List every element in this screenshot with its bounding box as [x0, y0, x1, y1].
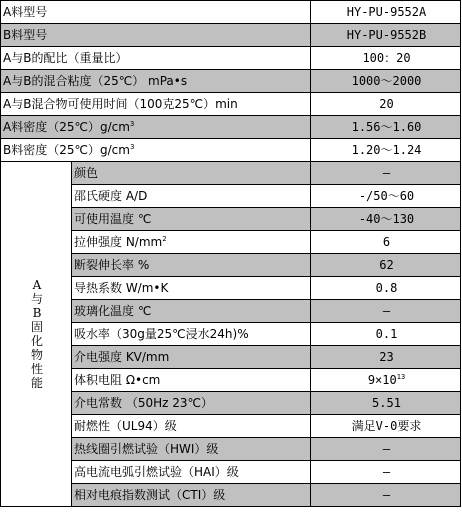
- spec-table-body: [1, 1, 461, 507]
- cell-text: —: [382, 304, 391, 318]
- group-label-char: 性: [30, 362, 43, 376]
- table-row: [1, 162, 461, 185]
- cell-text: 热线圈引燃试验（HWI）级: [74, 442, 219, 456]
- property-value: [311, 162, 461, 185]
- table-row: [1, 47, 461, 70]
- property-value: [311, 369, 461, 392]
- table-row: [1, 24, 461, 47]
- cell-text: —: [382, 166, 391, 180]
- group-label-char: A: [32, 278, 42, 292]
- cell-text: 介电常数 （50Hz 23℃）: [74, 396, 213, 410]
- property-label: [1, 70, 311, 93]
- property-label: [72, 277, 311, 300]
- table-row: [1, 139, 461, 162]
- property-label: [1, 139, 311, 162]
- property-value: [311, 254, 461, 277]
- property-label: [72, 346, 311, 369]
- cell-text: 耐燃性（UL94）级: [74, 419, 177, 433]
- table-row: [1, 116, 461, 139]
- cell-text: A与B混合物可使用时间（100克25℃）min: [3, 97, 238, 111]
- group-label-char: 化: [30, 334, 43, 348]
- table-row: [1, 70, 461, 93]
- property-label: [72, 231, 311, 254]
- property-label: [72, 392, 311, 415]
- cell-text: 邵氏硬度 A/D: [74, 189, 148, 203]
- cell-text: 满足V-0要求: [351, 419, 422, 433]
- group-label-char: 与: [30, 292, 43, 306]
- property-value: [311, 346, 461, 369]
- cell-text: B料密度（25℃）g/cm: [3, 143, 130, 157]
- cured-properties-group-label: [1, 162, 72, 507]
- property-label: [72, 162, 311, 185]
- cell-text: 介电强度 KV/mm: [74, 350, 170, 364]
- property-value: [311, 323, 461, 346]
- property-value: [311, 392, 461, 415]
- property-label: [1, 24, 311, 47]
- property-label: [1, 116, 311, 139]
- cell-text: B料型号: [3, 28, 48, 42]
- cell-text: 体积电阻 Ω•cm: [74, 373, 161, 387]
- property-value: 1000～2000: [311, 70, 461, 93]
- cell-text: 可使用温度 ℃: [74, 212, 152, 226]
- property-label: [1, 1, 311, 24]
- property-label: [1, 47, 311, 70]
- cell-text: A与B的配比（重量比）: [3, 51, 128, 65]
- table-row: [1, 93, 461, 116]
- property-label: [72, 254, 311, 277]
- property-label: [72, 438, 311, 461]
- cell-text: 拉伸强度 N/mm: [74, 235, 163, 249]
- property-label: [72, 185, 311, 208]
- property-value: [311, 484, 461, 507]
- property-value: [311, 277, 461, 300]
- cell-text: A料密度（25℃）g/cm: [3, 120, 130, 134]
- cell-text: 导热系数 W/m•K: [74, 281, 169, 295]
- property-value: HY-PU-9552B: [311, 24, 461, 47]
- property-value: HY-PU-9552A: [311, 1, 461, 24]
- cell-text: A与B的混合粘度（25℃） mPa•s: [3, 74, 188, 88]
- property-label: [72, 323, 311, 346]
- table-row: [1, 1, 461, 24]
- superscript-exponent: 13: [396, 373, 406, 381]
- cell-text: 23: [379, 350, 394, 364]
- group-label-char: 能: [30, 376, 43, 390]
- cell-text: 玻璃化温度 ℃: [74, 304, 152, 318]
- property-label: [72, 461, 311, 484]
- cell-text: -40～130: [358, 212, 415, 226]
- property-value: 100：20: [311, 47, 461, 70]
- cell-text: 相对电痕指数测试（CTI）级: [74, 488, 226, 502]
- property-label: [1, 93, 311, 116]
- property-value: [311, 415, 461, 438]
- cell-text: —: [382, 442, 391, 456]
- cell-text: 9×10: [367, 373, 397, 387]
- cell-text: 高电流电弧引燃试验（HAI）级: [74, 465, 239, 479]
- cell-text: -/50～60: [358, 189, 415, 203]
- cell-text: —: [382, 465, 391, 479]
- property-value: 1.56～1.60: [311, 116, 461, 139]
- property-value: [311, 300, 461, 323]
- property-label: [72, 369, 311, 392]
- cell-text: 断裂伸长率 %: [74, 258, 150, 272]
- cell-text: —: [382, 488, 391, 502]
- cell-text: A料型号: [3, 5, 48, 19]
- cell-text: 5.51: [372, 396, 401, 410]
- property-value: 20: [311, 93, 461, 116]
- property-value: [311, 185, 461, 208]
- superscript-exponent: 3: [129, 120, 135, 128]
- superscript-exponent: 2: [162, 235, 167, 243]
- property-value: [311, 208, 461, 231]
- cell-text: 0.8: [375, 281, 398, 295]
- property-label: [72, 300, 311, 323]
- group-label-char: 固: [30, 320, 43, 334]
- property-value: [311, 438, 461, 461]
- cell-text: 62: [379, 258, 394, 272]
- property-label: [72, 208, 311, 231]
- superscript-exponent: 3: [129, 143, 135, 151]
- property-value: [311, 231, 461, 254]
- cell-text: 0.1: [375, 327, 398, 341]
- property-label: [72, 484, 311, 507]
- cell-text: 6: [382, 235, 391, 249]
- cell-text: 吸水率（30g量25℃浸水24h)%: [74, 327, 249, 341]
- group-label-char: B: [32, 306, 42, 320]
- group-label-char: 物: [30, 348, 43, 362]
- property-value: [311, 461, 461, 484]
- property-value: 1.20～1.24: [311, 139, 461, 162]
- property-label: [72, 415, 311, 438]
- cell-text: 颜色: [74, 166, 99, 180]
